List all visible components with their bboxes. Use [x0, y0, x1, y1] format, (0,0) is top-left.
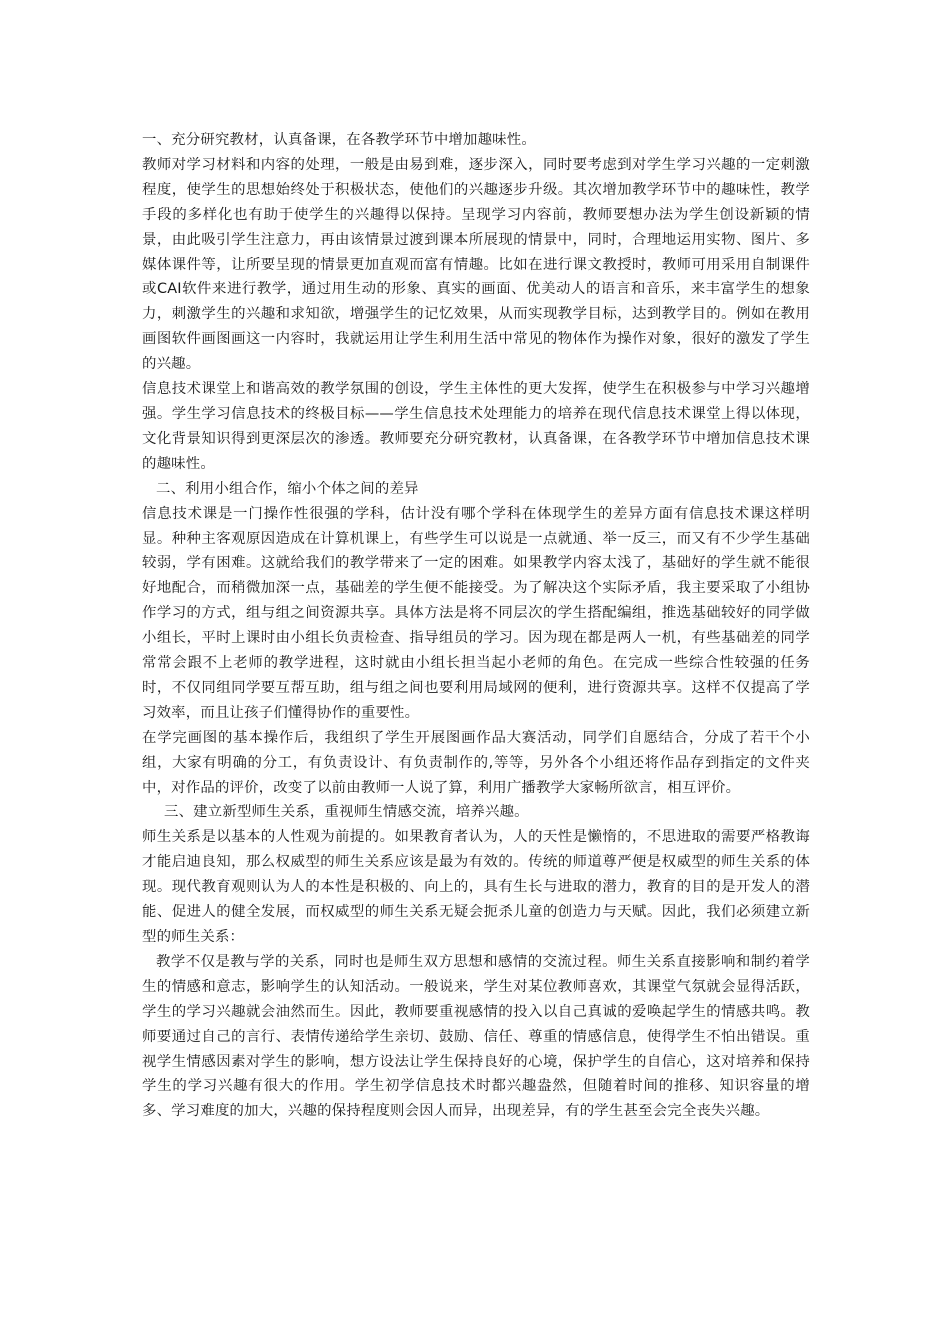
paragraph: 在学完画图的基本操作后，我组织了学生开展图画作品大赛活动，同学们自愿结合，分成了若干个小组，大家有明确的分工，有负责设计、有负责制作的,等等，另外各个小组还将作品存到指定的文件夹中，对作品的评价，改变了以前由教师一人说了算，利用广播教学大家畅所欲言，相互评价。: [142, 729, 810, 796]
section-heading-2: 二、利用小组合作，缩小个体之间的差异: [156, 480, 419, 497]
section-heading-3: 三、建立新型师生关系，重视师生情感交流，培养兴趣。: [164, 804, 529, 821]
paragraph: 教学不仅是教与学的关系，同时也是师生双方思想和感情的交流过程。师生关系直接影响和制约着学生的情感和意志，影响学生的认知活动。一般说来，学生对某位教师喜欢，其课堂气氛就会显得活跃，学生的学习兴趣就会油然而生。因此，教师要重视感情的投入以自己真诚的爱唤起学生的情感共鸣。教师要通过自己的言行、表情传递给学生亲切、鼓励、信任、尊重的情感信息，使得学生不怕出错误。重视学生情感因素对学生的影响，想方设法让学生保持良好的心境，保护学生的自信心，这对培养和保持学生的学习兴趣有很大的作用。学生初学信息技术时都兴趣盎然，但随着时间的推移、知识容量的增多、学习难度的加大，兴趣的保持程度则会因人而异，出现差异，有的学生甚至会完全丧失兴趣。: [142, 953, 810, 1120]
paragraph: 信息技术课是一门操作性很强的学科，估计没有哪个学科在体现学生的差异方面有信息技术课这样明显。种种主客观原因造成在计算机课上，有些学生可以说是一点就通、举一反三，而又有不少学生基础较弱，学有困难。这就给我们的教学带来了一定的困难。如果教学内容太浅了，基础好的学生就不能很好地配合，而稍微加深一点，基础差的学生便不能接受。为了解决这个实际矛盾，我主要采取了小组协作学习的方式，组与组之间资源共享。具体方法是将不同层次的学生搭配编组，推选基础较好的同学做小组长，平时上课时由小组长负责检查、指导组员的学习。因为现在都是两人一机，有些基础差的同学常常会跟不上老师的教学进程，这时就由小组长担当起小老师的角色。在完成一些综合性较强的任务时，不仅同组同学要互帮互助，组与组之间也要利用局域网的便利，进行资源共享。这样不仅提高了学习效率，而且让孩子们懂得协作的重要性。: [142, 505, 810, 721]
paragraph: 教师对学习材料和内容的处理，一般是由易到难，逐步深入，同时要考虑到对学生学习兴趣的一定刺激程度，使学生的思想始终处于积极状态，使他们的兴趣逐步升级。其次增加教学环节中的趣味性，教学手段的多样化也有助于使学生的兴趣得以保持。呈现学习内容前，教师要想办法为学生创设新颖的情景，由此吸引学生注意力，再由该情景过渡到课本所展现的情景中，同时，合理地运用实物、图片、多媒体课件等，让所要呈现的情景更加直观而富有情趣。比如在进行课文教授时，教师可用采用自制课件或CAI软件来进行教学，通过用生动的形象、真实的画面、优美动人的语言和音乐，来丰富学生的想象力，刺激学生的兴趣和求知欲，增强学生的记忆效果，从而实现教学目标，达到教学目的。例如在教用画图软件画图画这一内容时，我就运用让学生利用生活中常见的物体作为操作对象，很好的激发了学生的兴趣。: [142, 156, 810, 373]
document-body: [142, 128, 810, 1124]
paragraph: 信息技术课堂上和谐高效的教学氛围的创设，学生主体性的更大发挥，使学生在积极参与中学习兴趣增强。学生学习信息技术的终极目标——学生信息技术处理能力的培养在现代信息技术课堂上得以体现，文化背景知识得到更深层次的渗透。教师要充分研究教材，认真备课，在各教学环节中增加信息技术课的趣味性。: [142, 381, 810, 472]
paragraph: 师生关系是以基本的人性观为前提的。如果教育者认为，人的天性是懒惰的，不思进取的需要严格教诲才能启迪良知，那么权威型的师生关系应该是最为有效的。传统的师道尊严便是权威型的师生关系的体现。现代教育观则认为人的本性是积极的、向上的，具有生长与进取的潜力，教育的目的是开发人的潜能、促进人的健全发展，而权威型的师生关系无疑会扼杀儿童的创造力与天赋。因此，我们必须建立新型的师生关系：: [142, 829, 810, 945]
section-heading-1: 一、充分研究教材，认真备课，在各教学环节中增加趣味性。: [142, 132, 536, 148]
